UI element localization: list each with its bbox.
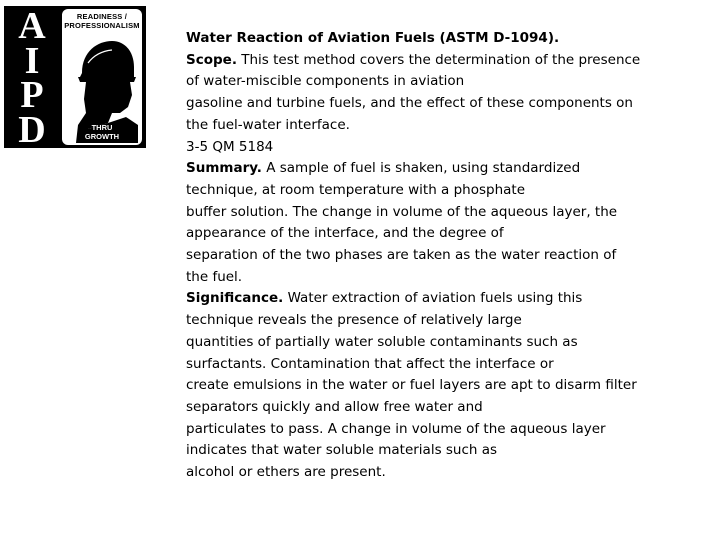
aipd-logo: [4, 5, 146, 151]
significance-line: indicates that water soluble materials such as: [186, 442, 498, 459]
logo-letter-d: D: [18, 108, 46, 151]
scope-line: of water-miscible components in aviation: [186, 73, 465, 90]
logo-top-text-line: READINESS /: [76, 12, 128, 21]
logo-letter-i: I: [24, 39, 40, 82]
reference-number: 3-5 QM 5184: [186, 138, 274, 155]
document-body: [186, 28, 686, 484]
significance-heading: Significance.: [186, 290, 284, 307]
scope-line: the fuel-water interface.: [186, 116, 350, 133]
significance-text: Water extraction of aviation fuels using this: [283, 290, 583, 307]
document-title: Water Reaction of Aviation Fuels (ASTM D-1094).: [186, 30, 560, 46]
summary-line: [186, 158, 686, 180]
logo-bottom-text-line: GROWTH: [84, 132, 120, 141]
significance-line: alcohol or ethers are present.: [186, 464, 386, 481]
logo-letter-p: P: [20, 74, 44, 117]
significance-line: particulates to pass. A change in volume of the aqueous layer: [186, 420, 606, 437]
summary-line: separation of the two phases are taken as the water reaction of: [186, 247, 617, 264]
significance-line: [186, 288, 686, 310]
scope-heading: Scope.: [186, 51, 237, 68]
scope-text: This test method covers the determination of the presence: [236, 51, 641, 68]
significance-line: create emulsions in the water or fuel layers are apt to disarm filter: [186, 377, 637, 394]
scope-line: gasoline and turbine fuels, and the effect of these components on: [186, 95, 633, 112]
significance-line: quantities of partially water soluble contaminants such as: [186, 333, 578, 350]
logo-top-text: [62, 12, 142, 30]
significance-line: surfactants. Contamination that affect the interface or: [186, 355, 554, 372]
logo-letters: [10, 5, 54, 151]
logo-bottom-text: [62, 123, 142, 141]
summary-line: the fuel.: [186, 268, 243, 285]
significance-line: separators quickly and allow free water and: [186, 398, 483, 415]
summary-line: appearance of the interface, and the degree of: [186, 225, 504, 242]
significance-line: technique reveals the presence of relatively large: [186, 312, 522, 329]
summary-line: technique, at room temperature with a phosphate: [186, 181, 526, 198]
logo-panel: [62, 9, 142, 145]
scope-line: [186, 50, 686, 72]
logo-top-text-line: PROFESSIONALISM: [64, 21, 140, 30]
logo-letter-a: A: [18, 5, 46, 47]
summary-heading: Summary.: [186, 160, 262, 177]
summary-line: buffer solution. The change in volume of the aqueous layer, the: [186, 203, 618, 220]
logo-bottom-text-line: THRU: [91, 123, 113, 132]
summary-text: A sample of fuel is shaken, using standardized: [261, 160, 581, 177]
